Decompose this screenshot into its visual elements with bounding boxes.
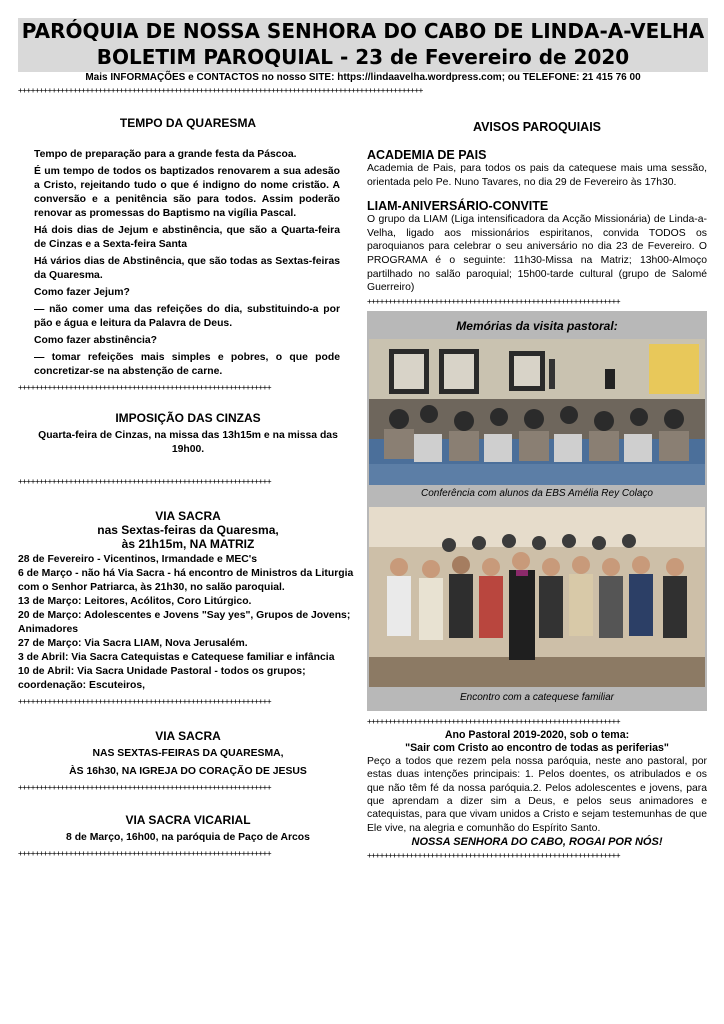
- avisos-title: AVISOS PAROQUIAIS: [472, 120, 602, 134]
- separator-5: ++++++++++++++++++++++++++++++++++++++++++++++++++++++++++++: [18, 849, 271, 858]
- cinzas-title: IMPOSIÇÃO DAS CINZAS: [115, 411, 261, 425]
- cinzas-text: Quarta-feira de Cinzas, na missa das 13h15m e na missa das 19h00.: [38, 430, 338, 455]
- via-sacra-subtitle-2: às 21h15m, NA MATRIZ: [121, 537, 255, 551]
- via-sacra-item: 3 de Abril: Via Sacra Catequistas e Catequese familiar e infância: [18, 652, 335, 663]
- top-separator: ++++++++++++++++++++++++++++++++++++++++++++++++++++++++++++++++++++++++++++++++++++++++++++++++: [18, 86, 423, 95]
- via-sacra-item: 6 de Março - não há Via Sacra - há encontro de Ministros da Liturgia com o Senhor Patriarca, às 21h30, no salão paroquial.: [18, 568, 354, 593]
- quaresma-p6: — não comer uma das refeições do dia, substituindo-a por pão e água e leitura da Palavra de Deus.: [34, 304, 340, 329]
- parish-title: PARÓQUIA DE NOSSA SENHORA DO CABO DE LINDA-A-VELHA: [21, 19, 705, 43]
- closing-prayer: NOSSA SENHORA DO CABO, ROGAI POR NÓS!: [411, 836, 663, 849]
- contact-info: Mais INFORMAÇÕES e CONTACTOS no nosso SITE: https://lindaavelha.wordpress.com; ou TELEFONE: 21 415 76 00: [85, 72, 641, 83]
- via-sacra2-line2: ÀS 16h30, NA IGREJA DO CORAÇÃO DE JESUS: [69, 766, 307, 777]
- group-photo-image: [369, 507, 705, 687]
- separator-3: ++++++++++++++++++++++++++++++++++++++++++++++++++++++++++++: [18, 697, 271, 706]
- liam-title: LIAM-ANIVERSÁRIO-CONVITE: [367, 199, 549, 214]
- conference-caption: Conferência com alunos da EBS Amélia Rey Colaço: [421, 487, 653, 499]
- via-sacra-subtitle-1: nas Sextas-feiras da Quaresma,: [97, 523, 279, 537]
- right-column: [367, 110, 707, 865]
- academia-title: ACADEMIA DE PAIS: [367, 148, 487, 162]
- quaresma-p7: Como fazer abstinência?: [34, 335, 157, 346]
- left-column: [18, 110, 358, 863]
- group-photo: [369, 507, 705, 687]
- bulletin-title: BOLETIM PAROQUIAL - 23 de Fevereiro de 2020: [96, 45, 630, 69]
- separator-1: ++++++++++++++++++++++++++++++++++++++++++++++++++++++++++++: [18, 383, 271, 392]
- ano-pastoral-theme: "Sair com Cristo ao encontro de todas as periferias": [405, 741, 669, 754]
- academia-text: Academia de Pais, para todos os pais da catequese mais uma sessão, orientada pelo Pe. Nuno Tavares, no dia 29 de Fevereiro às 17h30.: [367, 163, 707, 188]
- via-sacra2-title: VIA SACRA: [155, 729, 221, 743]
- via-sacra-item: 13 de Março: Leitores, Acólitos, Coro Litúrgico.: [18, 596, 252, 607]
- quaresma-p2: É um tempo de todos os baptizados renovarem a sua adesão a Cristo, rejeitando tudo o que é indigno do nome cristão. A conversão e a penitência são para todos. Assim poderão renovar as promessas do Baptismo na vigília Pascal.: [34, 166, 340, 219]
- conference-photo-image: [369, 339, 705, 485]
- memorias-box: [367, 311, 707, 711]
- separator-2: ++++++++++++++++++++++++++++++++++++++++++++++++++++++++++++: [18, 477, 271, 486]
- via-sacra-list: [18, 553, 358, 693]
- via-sacra2-line1: NAS SEXTAS-FEIRAS DA QUARESMA,: [92, 748, 284, 759]
- vicarial-text: 8 de Março, 16h00, na paróquia de Paço de Arcos: [66, 832, 310, 843]
- via-sacra-item: 28 de Fevereiro - Vicentinos, Irmandade e MEC's: [18, 554, 258, 565]
- ano-pastoral-text: Peço a todos que rezem pela nossa paróquia, neste ano pastoral, por estas duas intenções principais: 1. Pelos doentes, os atribulados e os que não têm fé da nossa paróquia.2. Pelos adolescentes e jovens, para que aprendam a dizer sim a Deus, e pelos seus animadores e catequistas, para que vivam unidos a Cristo e sejam testemunhas de que Ele vive, na alegria e comunhão do Espírito Santo.: [367, 755, 707, 834]
- separator-right-1: ++++++++++++++++++++++++++++++++++++++++++++++++++++++++++++: [367, 296, 620, 306]
- quaresma-p1: Tempo de preparação para a grande festa da Páscoa.: [34, 149, 297, 160]
- quaresma-title: TEMPO DA QUARESMA: [119, 116, 257, 130]
- quaresma-p4: Há vários dias de Abstinência, que são todas as Sextas-feiras da Quaresma.: [34, 256, 340, 281]
- quaresma-p8: — tomar refeições mais simples e pobres, o que pode concretizar-se na abstenção de carne.: [34, 352, 340, 377]
- separator-right-3: ++++++++++++++++++++++++++++++++++++++++++++++++++++++++++++: [367, 851, 620, 861]
- quaresma-p3: Há dois dias de Jejum e abstinência, que são a Quarta-feira de Cinzas e a Sexta-feira Santa: [34, 225, 340, 250]
- header-banner: [18, 18, 708, 72]
- vicarial-title: VIA SACRA VICARIAL: [125, 813, 251, 827]
- via-sacra-item: 20 de Março: Adolescentes e Jovens "Say yes", Grupos de Jovens; Animadores: [18, 610, 351, 635]
- via-sacra-item: 10 de Abril: Via Sacra Unidade Pastoral - todos os grupos; coordenação: Escuteiros,: [18, 666, 306, 691]
- quaresma-body: [18, 148, 358, 379]
- separator-right-2: ++++++++++++++++++++++++++++++++++++++++++++++++++++++++++++: [367, 716, 620, 726]
- group-caption: Encontro com a catequese familiar: [460, 691, 614, 703]
- via-sacra-title: VIA SACRA: [155, 509, 221, 523]
- memorias-title: Memórias da visita pastoral:: [456, 318, 618, 333]
- via-sacra-item: 27 de Março: Via Sacra LIAM, Nova Jerusalém.: [18, 638, 248, 649]
- separator-4: ++++++++++++++++++++++++++++++++++++++++++++++++++++++++++++: [18, 783, 271, 792]
- liam-text: O grupo da LIAM (Liga intensificadora da Acção Missionária) de Linda-a-Velha, ligado aos missionários espiritanos, convida TODOS os paroquianos para celebrar o seu aniversário no dia 23 de Fevereiro. O PROGRAMA é o seguinte: 11h30-Missa na Matriz; 13h00-Almoço partilhado no salão paroquial; 15h00-tarde cultural (grupo de Salomé Guerreiro): [367, 214, 707, 294]
- conference-photo: [369, 339, 705, 485]
- quaresma-p5: Como fazer Jejum?: [34, 287, 130, 298]
- ano-pastoral-title: Ano Pastoral 2019-2020, sob o tema:: [444, 728, 630, 741]
